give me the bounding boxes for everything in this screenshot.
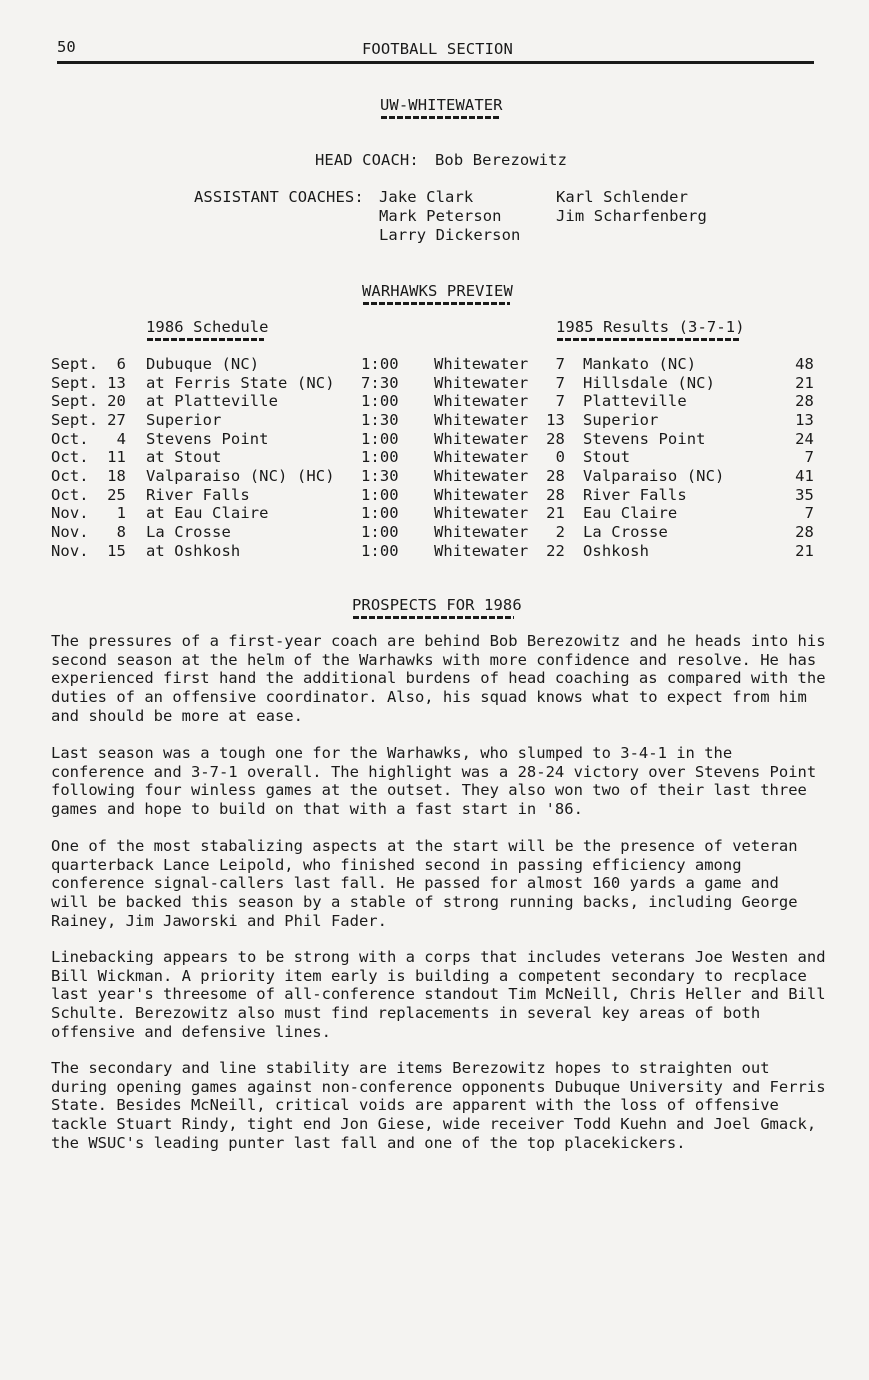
paragraph-2: Last season was a tough one for the Warhawks, who slumped to 3-4-1 in the conference and 3-7-1 overall. The highlight was a 28-24 victory over Stevens Point following four winless games at the outset. They also won two of their last three games and hope to build on that with a fast start in '86. bbox=[51, 744, 817, 819]
cell-time: 1:00 bbox=[361, 448, 399, 467]
cell-ww: 28 bbox=[546, 466, 565, 485]
cell-ww: 28 bbox=[546, 429, 565, 448]
cell-result-opp: Eau Claire bbox=[583, 504, 678, 523]
cell-day: 11 bbox=[107, 448, 126, 467]
cell-month: Oct. bbox=[51, 466, 89, 485]
cell-ww: 7 bbox=[555, 373, 565, 392]
cell-ww: 28 bbox=[546, 485, 565, 504]
cell-opp-score: 21 bbox=[795, 541, 814, 560]
cell-opp-score: 48 bbox=[795, 355, 814, 373]
cell-ww: 21 bbox=[546, 504, 565, 523]
cell-month: Oct. bbox=[51, 448, 89, 467]
cell-result-opp: River Falls bbox=[583, 485, 687, 504]
cell-opp-score: 7 bbox=[804, 448, 814, 467]
cell-team: Whitewater bbox=[434, 448, 529, 467]
cell-result-opp: La Crosse bbox=[583, 522, 668, 541]
assistant-coaches-label: ASSISTANT COACHES: bbox=[194, 188, 364, 206]
cell-team: Whitewater bbox=[434, 485, 529, 504]
cell-month: Sept. bbox=[51, 410, 99, 429]
cell-opponent: Dubuque (NC) bbox=[146, 355, 260, 373]
cell-day: 6 bbox=[116, 355, 126, 373]
assistant-coach: Karl Schlender bbox=[556, 188, 689, 206]
cell-opponent: La Crosse bbox=[146, 522, 231, 541]
cell-team: Whitewater bbox=[434, 373, 529, 392]
cell-opponent: River Falls bbox=[146, 485, 250, 504]
cell-time: 1:00 bbox=[361, 485, 399, 504]
paragraph-5: The secondary and line stability are items Berezowitz hopes to straighten out during opening games against non-conference opponents Dubuque University and Ferris State. Besides McNeill, critical voids are apparent with the loss of offensive tackle Stuart Rindy, tight end Jon Giese, wide receiver Todd Kuehn and Joel Gmack, the WSUC's leading punter last fall and one of the top placekickers. bbox=[51, 1059, 826, 1152]
cell-team: Whitewater bbox=[434, 504, 529, 523]
cell-day: 1 bbox=[116, 504, 126, 523]
page-number: 50 bbox=[57, 38, 76, 56]
cell-result-opp: Valparaiso (NC) bbox=[583, 466, 725, 485]
cell-time: 1:00 bbox=[361, 392, 399, 411]
cell-opp-score: 21 bbox=[795, 373, 814, 392]
cell-time: 1:00 bbox=[361, 541, 399, 560]
assistant-coach: Larry Dickerson bbox=[379, 226, 521, 244]
cell-opponent: Valparaiso (NC) (HC) bbox=[146, 466, 335, 485]
assistant-coach: Jake Clark bbox=[379, 188, 474, 206]
cell-time: 1:30 bbox=[361, 466, 399, 485]
section-title: FOOTBALL SECTION bbox=[362, 40, 513, 58]
preview-title-underline bbox=[363, 302, 510, 305]
cell-month: Sept. bbox=[51, 392, 99, 411]
cell-month: Oct. bbox=[51, 485, 89, 504]
cell-time: 1:00 bbox=[361, 522, 399, 541]
cell-result-opp: Platteville bbox=[583, 392, 687, 411]
cell-ww: 13 bbox=[546, 410, 565, 429]
team-title-underline bbox=[381, 116, 500, 119]
paragraph-3: One of the most stabalizing aspects at the start will be the presence of veteran quarterback Lance Leipold, who finished second in passing efficiency among conference signal-callers last fall. He passed for almost 160 yards a game and will be backed this season by a stable of strong running backs, including George Rainey, Jim Jaworski and Phil Fader. bbox=[51, 837, 798, 930]
cell-month: Nov. bbox=[51, 504, 89, 523]
cell-opp-score: 7 bbox=[804, 504, 814, 523]
cell-month: Nov. bbox=[51, 522, 89, 541]
cell-ww: 2 bbox=[555, 522, 565, 541]
prospects-title-underline bbox=[353, 616, 514, 619]
schedule-heading: 1986 Schedule bbox=[146, 318, 269, 336]
cell-opponent: at Stout bbox=[146, 448, 222, 467]
cell-result-opp: Mankato (NC) bbox=[583, 355, 697, 373]
cell-opp-score: 41 bbox=[795, 466, 814, 485]
cell-day: 27 bbox=[107, 410, 126, 429]
schedule-heading-underline bbox=[147, 338, 264, 341]
cell-month: Nov. bbox=[51, 541, 89, 560]
cell-day: 18 bbox=[107, 466, 126, 485]
cell-time: 1:00 bbox=[361, 429, 399, 448]
cell-month: Sept. bbox=[51, 355, 99, 373]
cell-day: 15 bbox=[107, 541, 126, 560]
cell-opp-score: 28 bbox=[795, 522, 814, 541]
cell-team: Whitewater bbox=[434, 522, 529, 541]
cell-team: Whitewater bbox=[434, 429, 529, 448]
paragraph-1: The pressures of a first-year coach are behind Bob Berezowitz and he heads into his second season at the helm of the Warhawks with more confidence and resolve. He has experienced first hand the additional burdens of head coaching as compared with the duties of an offensive coordinator. Also, his squad knows what to expect from him and should be more at ease. bbox=[51, 632, 826, 725]
cell-opponent: at Ferris State (NC) bbox=[146, 373, 335, 392]
cell-time: 7:30 bbox=[361, 373, 399, 392]
cell-month: Sept. bbox=[51, 373, 99, 392]
cell-opponent: at Oshkosh bbox=[146, 541, 241, 560]
cell-ww: 0 bbox=[555, 448, 565, 467]
paragraph-4: Linebacking appears to be strong with a corps that includes veterans Joe Westen and Bill Wickman. A priority item early is building a competent secondary to recplace last year's threesome of all-conference standout Tim McNeill, Chris Heller and Bill Schulte. Berezowitz also must find replacements in several key areas of both offensive and defensive lines. bbox=[51, 948, 826, 1041]
cell-team: Whitewater bbox=[434, 410, 529, 429]
cell-month: Oct. bbox=[51, 429, 89, 448]
cell-team: Whitewater bbox=[434, 466, 529, 485]
cell-opp-score: 28 bbox=[795, 392, 814, 411]
preview-title: WARHAWKS PREVIEW bbox=[362, 282, 513, 300]
assistant-coach: Jim Scharfenberg bbox=[556, 207, 707, 225]
cell-result-opp: Superior bbox=[583, 410, 659, 429]
cell-day: 25 bbox=[107, 485, 126, 504]
cell-team: Whitewater bbox=[434, 541, 529, 560]
cell-opponent: Stevens Point bbox=[146, 429, 269, 448]
cell-day: 13 bbox=[107, 373, 126, 392]
cell-time: 1:00 bbox=[361, 355, 399, 373]
cell-team: Whitewater bbox=[434, 355, 529, 373]
results-heading-underline bbox=[557, 338, 740, 341]
prospects-title: PROSPECTS FOR 1986 bbox=[352, 596, 522, 614]
cell-opponent: Superior bbox=[146, 410, 222, 429]
head-coach-name: Bob Berezowitz bbox=[435, 151, 568, 169]
cell-team: Whitewater bbox=[434, 392, 529, 411]
cell-time: 1:00 bbox=[361, 504, 399, 523]
cell-ww: 7 bbox=[555, 392, 565, 411]
header-rule bbox=[57, 61, 814, 64]
cell-result-opp: Stout bbox=[583, 448, 631, 467]
cell-day: 20 bbox=[107, 392, 126, 411]
cell-result-opp: Hillsdale (NC) bbox=[583, 373, 716, 392]
cell-opponent: at Eau Claire bbox=[146, 504, 269, 523]
results-heading: 1985 Results (3-7-1) bbox=[556, 318, 745, 336]
cell-opp-score: 35 bbox=[795, 485, 814, 504]
cell-opp-score: 24 bbox=[795, 429, 814, 448]
cell-time: 1:30 bbox=[361, 410, 399, 429]
cell-opp-score: 13 bbox=[795, 410, 814, 429]
cell-opponent: at Platteville bbox=[146, 392, 279, 411]
head-coach-label: HEAD COACH: bbox=[315, 151, 419, 169]
cell-result-opp: Oshkosh bbox=[583, 541, 650, 560]
assistant-coach: Mark Peterson bbox=[379, 207, 502, 225]
team-title: UW-WHITEWATER bbox=[380, 96, 503, 114]
cell-day: 8 bbox=[116, 522, 126, 541]
cell-ww: 7 bbox=[555, 355, 565, 373]
cell-day: 4 bbox=[116, 429, 126, 448]
cell-ww: 22 bbox=[546, 541, 565, 560]
cell-result-opp: Stevens Point bbox=[583, 429, 706, 448]
